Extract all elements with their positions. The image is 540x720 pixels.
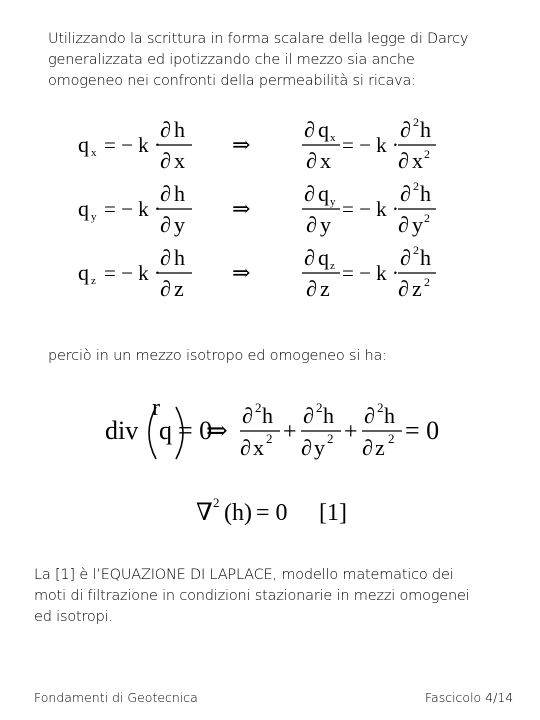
vector-mark: r (152, 395, 160, 421)
partial-symbol: ∂ (400, 245, 411, 270)
final-eq-zero: = 0 (405, 416, 440, 445)
partial-symbol: ∂ (303, 403, 314, 428)
h-var: h (174, 117, 185, 142)
partial-symbol: ∂ (304, 181, 315, 206)
darcy-equation-svg (0, 236, 540, 306)
axis-var: y (174, 212, 185, 237)
partial-symbol: ∂ (398, 276, 409, 301)
axis-var: z (320, 276, 330, 301)
exponent: 2 (213, 495, 220, 510)
laplace-equation (0, 490, 540, 535)
fraction-d2h-dy2 (301, 400, 341, 460)
implies-arrow: ⇒ (206, 416, 228, 445)
axis-var: x (320, 148, 331, 173)
partial-symbol: ∂ (398, 148, 409, 173)
intro-line-3: omogeneo nei confronti della permeabilità si ricava: (48, 73, 416, 89)
intro-paragraph (48, 29, 482, 92)
exponent: 2 (424, 275, 430, 289)
h-var: h (174, 181, 185, 206)
divergence-equation-svg (0, 395, 540, 475)
nabla-symbol: ∇ (196, 500, 213, 526)
partial-symbol: ∂ (306, 148, 317, 173)
partial-symbol: ∂ (160, 276, 171, 301)
minus-k: = − k · (104, 197, 161, 221)
fraction-dh-dx (158, 117, 192, 173)
minus-k: = − k · (342, 261, 399, 285)
partial-symbol: ∂ (240, 435, 251, 460)
fraction-d2h-dx2 (240, 400, 280, 460)
partial-symbol: ∂ (400, 117, 411, 142)
implies-arrow: ⇒ (232, 260, 251, 285)
minus-k: = − k · (342, 133, 399, 157)
div-eq-zero: = 0 (178, 416, 213, 445)
h-var: h (174, 245, 185, 270)
intro-line-1: Utilizzando la scrittura in forma scalare della legge di Darcy (48, 31, 469, 47)
fraction-dq-dz (302, 245, 340, 301)
exponent: 2 (424, 211, 430, 225)
exponent: 2 (327, 431, 334, 446)
partial-symbol: ∂ (364, 403, 375, 428)
partial-symbol: ∂ (160, 212, 171, 237)
partial-symbol: ∂ (306, 212, 317, 237)
fraction-d2h-dx2 (398, 115, 436, 173)
axis-var: z (174, 276, 184, 301)
darcy-equation-svg (0, 172, 540, 242)
flux-subscript: y (330, 196, 336, 208)
implies-arrow: ⇒ (232, 132, 251, 157)
darcy-equation-row-z (0, 236, 540, 306)
footer-left: Fondamenti di Geotecnica (34, 690, 198, 705)
fraction-dq-dx (302, 117, 340, 173)
footer-right: Fascicolo 4/14 (425, 690, 514, 705)
flux-q: q (318, 181, 329, 206)
fraction-d2h-dz2 (398, 243, 436, 301)
minus-k: = − k · (104, 261, 161, 285)
h-var: h (420, 181, 431, 206)
flux-q: q (318, 245, 329, 270)
equation-ref: [1] (319, 500, 347, 526)
h-var: h (323, 403, 334, 428)
axis-var: x (174, 148, 185, 173)
flux-q: q (78, 260, 89, 285)
minus-k: = − k · (342, 197, 399, 221)
flux-q: q (78, 196, 89, 221)
exponent: 2 (266, 431, 273, 446)
plus-sign: + (283, 419, 297, 445)
darcy-equation-svg (0, 108, 540, 178)
axis-var: x (412, 148, 423, 173)
flux-subscript: z (91, 275, 96, 287)
fraction-dh-dy (158, 181, 192, 237)
plus-sign: + (344, 419, 358, 445)
axis-var: y (412, 212, 423, 237)
flux-subscript: x (330, 132, 336, 144)
exponent: 2 (316, 400, 323, 415)
partial-symbol: ∂ (304, 245, 315, 270)
exponent: 2 (377, 400, 384, 415)
exponent: 2 (413, 179, 419, 193)
flux-q: q (318, 117, 329, 142)
partial-symbol: ∂ (160, 148, 171, 173)
partial-symbol: ∂ (306, 276, 317, 301)
conclusion-line-3: ed isotropi. (34, 609, 113, 625)
fraction-dq-dy (302, 181, 340, 237)
darcy-equation-row-x (0, 108, 540, 178)
partial-symbol: ∂ (400, 181, 411, 206)
middle-text: perciò in un mezzo isotropo ed omogeneo si ha: (48, 348, 387, 364)
partial-symbol: ∂ (242, 403, 253, 428)
flux-subscript: y (91, 211, 97, 223)
intro-line-2: generalizzata ed ipotizzando che il mezzo sia anche (48, 52, 415, 68)
div-label: div (105, 416, 139, 445)
flux-subscript: z (330, 260, 335, 272)
partial-symbol: ∂ (160, 245, 171, 270)
conclusion-line-1: La [1] è l’EQUAZIONE DI LAPLACE, modello matematico dei (34, 567, 454, 583)
h-var: h (262, 403, 273, 428)
flux-subscript: x (91, 147, 97, 159)
fraction-d2h-dy2 (398, 179, 436, 237)
laplace-arg: (h) (224, 500, 252, 526)
axis-var: z (412, 276, 422, 301)
laplace-equation-svg (0, 490, 540, 535)
exponent: 2 (413, 115, 419, 129)
darcy-equation-row-y (0, 172, 540, 242)
minus-k: = − k · (104, 133, 161, 157)
partial-symbol: ∂ (301, 435, 312, 460)
z-var: z (375, 435, 385, 460)
partial-symbol: ∂ (160, 181, 171, 206)
h-var: h (384, 403, 395, 428)
partial-symbol: ∂ (362, 435, 373, 460)
div-q: q (159, 416, 172, 445)
partial-symbol: ∂ (398, 212, 409, 237)
implies-arrow: ⇒ (232, 196, 251, 221)
partial-symbol: ∂ (304, 117, 315, 142)
h-var: h (420, 117, 431, 142)
exponent: 2 (388, 431, 395, 446)
conclusion-line-2: moti di filtrazione in condizioni stazionarie in mezzi omogenei (34, 588, 470, 604)
y-var: y (314, 435, 325, 460)
conclusion-paragraph (34, 565, 474, 628)
exponent: 2 (255, 400, 262, 415)
flux-q: q (78, 132, 89, 157)
fraction-d2h-dz2 (362, 400, 402, 460)
partial-symbol: ∂ (160, 117, 171, 142)
x-var: x (253, 435, 264, 460)
exponent: 2 (424, 147, 430, 161)
laplace-eq-zero: = 0 (256, 500, 288, 526)
axis-var: y (320, 212, 331, 237)
h-var: h (420, 245, 431, 270)
fraction-dh-dz (158, 245, 192, 301)
divergence-equation (0, 395, 540, 475)
exponent: 2 (413, 243, 419, 257)
